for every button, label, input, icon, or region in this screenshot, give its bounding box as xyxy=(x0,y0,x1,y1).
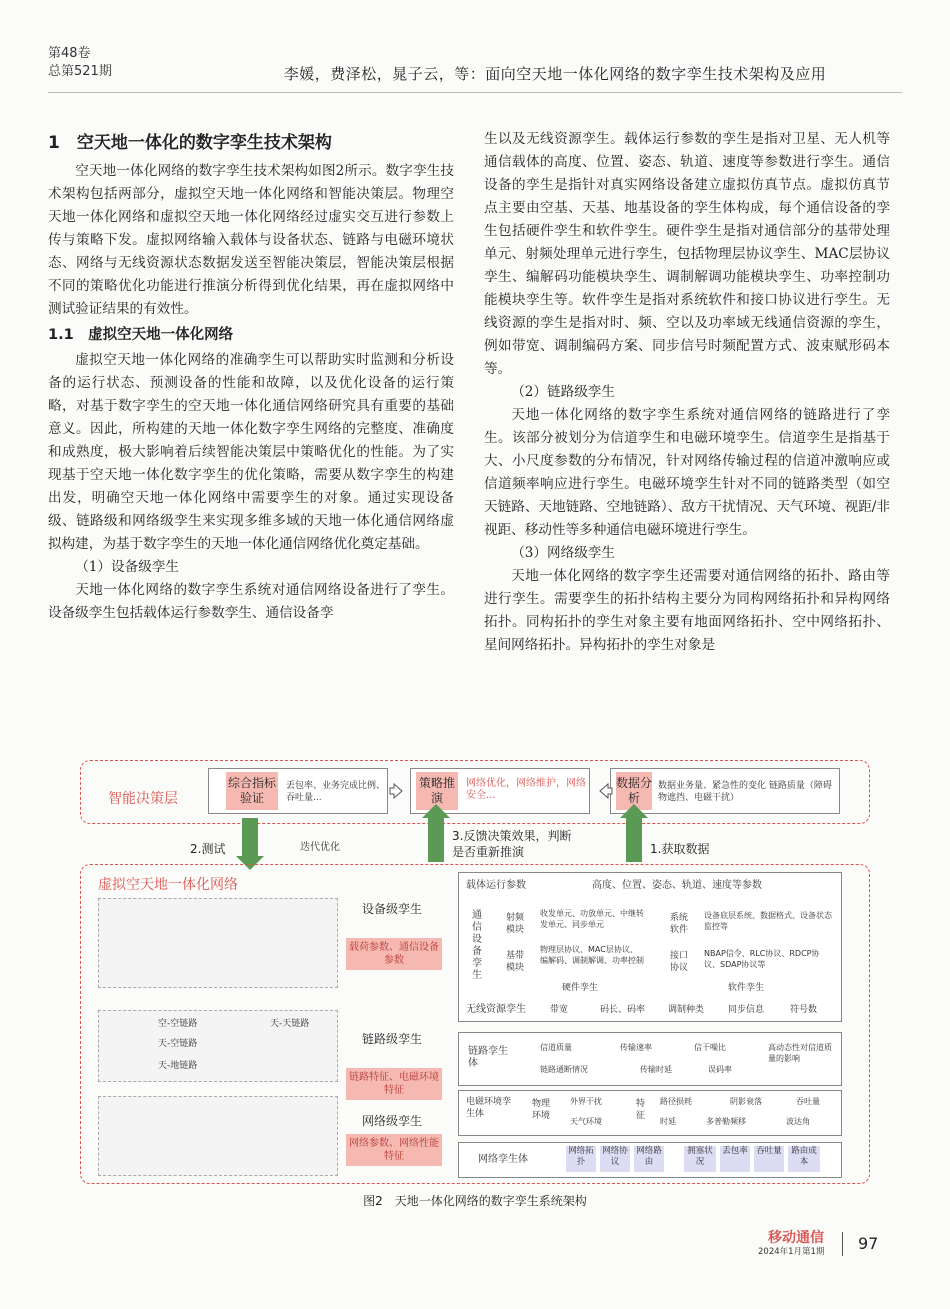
feat-item: 阴影衰落 xyxy=(730,1097,762,1106)
section-heading: 1 空天地一体化的数字孪生技术架构 xyxy=(48,133,332,153)
test-label: 2.测试 xyxy=(190,842,226,856)
arrow-up-icon xyxy=(422,804,450,818)
interface: 接口协议 xyxy=(670,951,689,973)
arrow-down-shaft xyxy=(242,818,258,858)
issue: 总第521期 xyxy=(48,64,112,79)
ch-item: 传输时延 xyxy=(640,1065,672,1074)
link-tag: 天-天链路 xyxy=(270,1019,310,1029)
arrow-up-shaft xyxy=(626,818,642,862)
wr-item: 同步信息 xyxy=(728,1005,765,1015)
feat-item: 波达角 xyxy=(786,1117,810,1126)
wr-item: 符号数 xyxy=(790,1005,818,1015)
footer-divider xyxy=(842,1232,843,1256)
link-level: 链路级孪生 xyxy=(362,1032,423,1046)
ch-item: 误码率 xyxy=(708,1065,732,1074)
journal-logo: 移动通信 xyxy=(768,1230,824,1246)
journal-volume xyxy=(48,45,112,81)
strategy-text: 网络优化，网络维护，网络安全... xyxy=(466,778,586,801)
phys-env: 物理环境 xyxy=(532,1099,551,1121)
wr-item: 调制种类 xyxy=(668,1005,705,1015)
wr-item: 带宽 xyxy=(550,1005,569,1015)
sys-software: 系统软件 xyxy=(670,913,689,935)
net-item: 网络协议 xyxy=(600,1146,630,1172)
bb-text: 物理层协议、MAC层协议、编解码、调制解调、功率控制 xyxy=(540,945,644,965)
ch-item: 传输速率 xyxy=(620,1043,652,1052)
feat-item: 多普勒频移 xyxy=(706,1117,746,1126)
arrow-up-icon xyxy=(620,804,648,818)
em-twin: 电磁环境孪生体 xyxy=(466,1097,512,1119)
decision-layer-label: 智能决策层 xyxy=(108,791,178,807)
device-params: 载荷参数、通信设备参数 xyxy=(346,938,442,970)
carrier-text: 高度、位置、姿态、轨道、速度等参数 xyxy=(592,880,762,891)
env-item: 外界干扰 xyxy=(570,1097,602,1106)
bb-module: 基带模块 xyxy=(506,951,525,973)
ch-item: 高动态性对信道质量的影响 xyxy=(768,1043,832,1063)
net-item: 吞吐量 xyxy=(754,1146,784,1172)
rf-text: 收发单元、功放单元、中继转发单元、同步单元 xyxy=(540,909,644,929)
page-number: 97 xyxy=(858,1234,879,1253)
net-item: 拥塞状况 xyxy=(684,1146,716,1172)
paragraph: 天地一体化网络的数字孪生系统对通信网络设备进行了孪生。设备级孪生包括载体运行参数孪生、通信设备孪 xyxy=(48,582,454,621)
if-text: NBAP信令、RLC协议、RDCP协议、SDAP协议等 xyxy=(704,949,820,969)
wireless-res: 无线资源孪生 xyxy=(466,1004,526,1015)
paragraph: 天地一体化网络的数字孪生还需要对通信网络的拓扑、路由等进行孪生。需要孪生的拓扑结构主要分为同构网络拓扑和异构网络拓扑。同构拓扑的孪生对象主要有地面网络拓扑、空中网络拓扑、星间网络拓扑。异构拓扑的孪生对象是 xyxy=(484,568,890,653)
hollow-arrows xyxy=(80,760,870,830)
feat-item: 吞吐量 xyxy=(796,1097,820,1106)
paragraph: 虚拟空天地一体化网络的准确孪生可以帮助实时监测和分析设备的运行状态、预测设备的性能和故障，以及优化设备的运行策略，对基于数字孪生的空天地一体化通信网络研究具有重要的基础意义。因此，所构建的天地一体化数字孪生网络的完整度、准确度和成熟度，极大影响着后续智能决策层中策略优化的性能。为了实现基于空天地一体化数字孪生的优化策略，需要从数字孪生的构建出发，明确空天地一体化网络中需要孪生的对象。通过实现设备级、链路级和网络级孪生来实现多维多域的天地一体化通信网络虚拟构建，为基于数字孪生的天地一体化通信网络优化奠定基础。 xyxy=(48,352,454,552)
paragraph: 空天地一体化网络的数字孪生技术架构如图2所示。数字孪生技术架构包括两部分，虚拟空天地一体化网络和智能决策层。物理空天地一体化网络和虚拟空天地一体化网络经过虚实交互进行参数上传与策略下发。虚拟网络输入载体与设备状态、链路与电磁环境状态、网络与无线资源状态数据发送至智能决策层，智能决策层根据不同的策略优化功能进行推演分析得到优化结果，再在虚拟网络中测试验证结果的有效性。 xyxy=(48,163,454,317)
link-tag: 空-空链路 xyxy=(158,1019,198,1029)
feat-item: 时延 xyxy=(660,1117,676,1126)
net-item: 丢包率 xyxy=(720,1146,750,1172)
network-level: 网络级孪生 xyxy=(362,1114,423,1128)
net-item: 网络拓扑 xyxy=(566,1146,596,1172)
channel-twin: 链路孪生体 xyxy=(468,1046,508,1069)
figure-caption: 图2 天地一体化网络的数字孪生系统架构 xyxy=(363,1194,587,1208)
net-item: 路由成本 xyxy=(788,1146,820,1172)
hw-twin: 硬件孪生 xyxy=(562,983,599,993)
ch-item: 链路通断情况 xyxy=(540,1065,588,1074)
iterate-label: 迭代优化 xyxy=(300,842,340,853)
feedback-label: 3.反馈决策效果，判断是否重新推演 xyxy=(452,829,572,859)
link-params: 链路特征、电磁环境特征 xyxy=(346,1068,442,1100)
paragraph: 生以及无线资源孪生。载体运行参数的孪生是指对卫星、无人机等通信载体的高度、位置、姿态、轨道、速度等参数进行孪生。通信设备的孪生是指针对真实网络设备建立虚拟仿真节点。虚拟仿真节点主要由空基、天基、地基设备的孪生体构成，每个通信设备的孪生包括硬件孪生和软件孪生。硬件孪生是指对通信部分的基带处理单元、射频处理单元进行孪生，包括物理层协议孪生、MAC层协议孪生、编解码功能模块孪生、调制解调功能模块孪生、功率控制功能模块孪生等。软件孪生是指对系统软件和接口协议进行孪生。无线资源的孪生是指对时、频、空以及功率域无线通信资源的孪生，例如带宽、调制编码方案、同步信号时频配置方式、波束赋形码本等。 xyxy=(484,131,890,377)
wr-item: 码长、码率 xyxy=(600,1005,646,1015)
carrier: 载体运行参数 xyxy=(466,880,526,891)
env-item: 天气环境 xyxy=(570,1117,602,1126)
comm-device: 通信设备孪生 xyxy=(472,910,482,981)
rf-module: 射频模块 xyxy=(506,913,525,935)
metric-verify: 综合指标验证 xyxy=(226,772,278,810)
volume: 第48卷 xyxy=(48,46,91,61)
metric-text: 丢包率、业务完成比例、吞吐量... xyxy=(286,781,386,803)
network-params: 网络参数、网络性能特征 xyxy=(346,1134,442,1166)
sw-twin: 软件孪生 xyxy=(728,983,765,993)
data-analysis: 数据分析 xyxy=(616,772,652,810)
ch-item: 信道质量 xyxy=(540,1043,572,1052)
data-text: 数据业务量、紧急性的变化 链路质量（障碍物遮挡、电磁干扰） xyxy=(658,781,832,803)
subsection-heading: 1.1 虚拟空天地一体化网络 xyxy=(48,327,234,343)
paragraph: 天地一体化网络的数字孪生系统对通信网络的链路进行了孪生。该部分被划分为信道孪生和电磁环境孪生。信道孪生是指基于大、小尺度参数的分布情况，针对网络传输过程的信道冲激响应或信道频率响应进行孪生。电磁环境孪生针对不同的链路类型（如空天链路、天地链路、空地链路）、敌方干扰情况、天气环境、视距/非视距、移动性等多种通信电磁环境进行孪生。 xyxy=(484,407,890,538)
fetch-label: 1.获取数据 xyxy=(650,842,710,856)
net-twin: 网络孪生体 xyxy=(478,1154,528,1165)
running-title: 李媛，费泽松，晁子云，等：面向空天地一体化网络的数字孪生技术架构及应用 xyxy=(283,65,827,83)
figure-architecture xyxy=(80,760,870,1190)
sys-text: 设备底层系统、数据格式、设备状态监控等 xyxy=(704,911,832,931)
arrow-up-shaft xyxy=(428,818,444,862)
link-tag: 天-地链路 xyxy=(158,1061,198,1071)
issue-date: 2024年1月第1期 xyxy=(758,1247,825,1257)
sub-heading: （2）链路级孪生 xyxy=(511,384,615,400)
ch-item: 信干噪比 xyxy=(694,1043,726,1052)
feature: 特征 xyxy=(636,1099,646,1121)
device-level: 设备级孪生 xyxy=(362,902,423,916)
device-image xyxy=(98,898,338,988)
net-item: 网络路由 xyxy=(634,1146,664,1172)
right-column xyxy=(484,128,890,657)
sub-heading: （1）设备级孪生 xyxy=(75,559,179,575)
feat-item: 路径损耗 xyxy=(660,1097,692,1106)
link-tag: 天-空链路 xyxy=(158,1039,198,1049)
sub-heading: （3）网络级孪生 xyxy=(511,545,615,561)
device-table xyxy=(458,872,842,1022)
left-column xyxy=(48,128,454,625)
header-divider xyxy=(48,92,902,93)
strategy-deduce: 策略推演 xyxy=(416,772,458,810)
network-image xyxy=(98,1096,338,1176)
virtual-network-label: 虚拟空天地一体化网络 xyxy=(98,877,238,893)
